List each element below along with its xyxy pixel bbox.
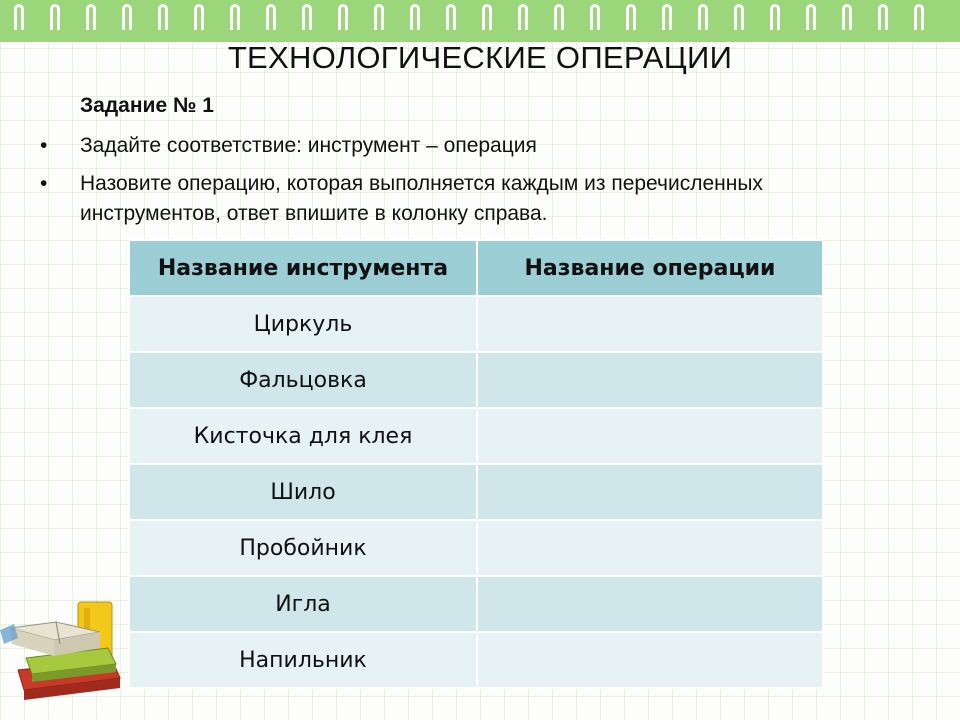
- spiral-ring-icon: [122, 4, 132, 30]
- spiral-ring-icon: [914, 4, 924, 30]
- task-label: Задание № 1: [80, 94, 214, 117]
- table-row: [129, 464, 823, 520]
- tool-cell: Шило: [129, 464, 477, 520]
- operation-cell[interactable]: [477, 352, 823, 408]
- spiral-ring-icon: [482, 4, 492, 30]
- spiral-ring-icon: [338, 4, 348, 30]
- books-icon: [0, 598, 135, 708]
- spiral-ring-icon: [194, 4, 204, 30]
- tool-cell: Игла: [129, 576, 477, 632]
- spiral-ring-icon: [14, 4, 24, 30]
- spiral-ring-icon: [806, 4, 816, 30]
- page-title: ТЕХНОЛОГИЧЕСКИЕ ОПЕРАЦИИ: [227, 40, 733, 75]
- operations-table: [128, 239, 824, 689]
- spiral-ring-icon: [302, 4, 312, 30]
- header-tool-name: Название инструмента: [129, 240, 477, 296]
- spiral-ring-icon: [734, 4, 744, 30]
- bullet-icon: •: [40, 172, 48, 195]
- operation-cell[interactable]: [477, 576, 823, 632]
- operation-cell[interactable]: [477, 520, 823, 576]
- tool-cell: Фальцовка: [129, 352, 477, 408]
- spiral-ring-icon: [374, 4, 384, 30]
- spiral-ring-icon: [878, 4, 888, 30]
- operation-cell[interactable]: [477, 632, 823, 688]
- operation-cell[interactable]: [477, 464, 823, 520]
- spiral-ring-icon: [626, 4, 636, 30]
- tool-cell: Циркуль: [129, 296, 477, 352]
- spiral-ring-icon: [446, 4, 456, 30]
- spiral-ring-icon: [410, 4, 420, 30]
- table-row: [129, 408, 823, 464]
- tool-cell: Напильник: [129, 632, 477, 688]
- bullet-text: Задайте соответствие: инструмент – операция: [80, 134, 537, 157]
- table-row: [129, 632, 823, 688]
- spiral-ring-icon: [266, 4, 276, 30]
- table-row: [129, 296, 823, 352]
- table-row: [129, 520, 823, 576]
- spiral-ring-icon: [590, 4, 600, 30]
- spiral-ring-icon: [842, 4, 852, 30]
- bullet-icon: •: [40, 134, 48, 157]
- spiral-ring-icon: [770, 4, 780, 30]
- operation-cell[interactable]: [477, 296, 823, 352]
- bullet-text: Назовите операцию, которая выполняется каждым из перечисленных инструментов, ответ впишите в колонку справа.: [80, 172, 763, 225]
- bullet-item: [40, 131, 900, 161]
- spiral-ring-icon: [662, 4, 672, 30]
- spiral-ring-icon: [518, 4, 528, 30]
- tool-cell: Кисточка для клея: [129, 408, 477, 464]
- tool-cell: Пробойник: [129, 520, 477, 576]
- table-row: [129, 576, 823, 632]
- spiral-ring-icon: [698, 4, 708, 30]
- table-header-row: [129, 240, 823, 296]
- spiral-ring-icon: [230, 4, 240, 30]
- operation-cell[interactable]: [477, 408, 823, 464]
- header-operation-name: Название операции: [477, 240, 823, 296]
- spiral-ring-icon: [158, 4, 168, 30]
- table-row: [129, 352, 823, 408]
- spiral-binding-icon: [0, 0, 960, 42]
- bullet-item: [40, 169, 900, 229]
- spiral-ring-icon: [86, 4, 96, 30]
- spiral-ring-icon: [50, 4, 60, 30]
- spiral-ring-icon: [554, 4, 564, 30]
